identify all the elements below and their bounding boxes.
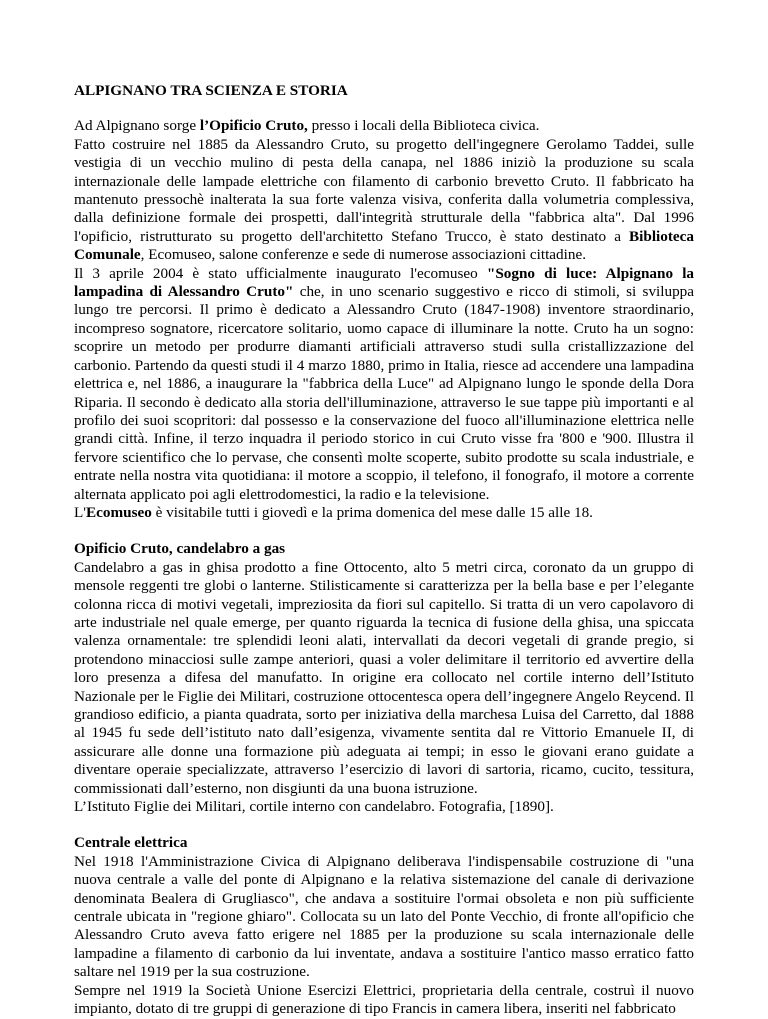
section-centrale — [74, 834, 694, 1018]
text-run: Ad Alpignano sorge — [74, 117, 200, 135]
section-paragraph: Sempre nel 1919 la Società Unione Esercizi Elettrici, proprietaria della centrale, costruì il nuovo impianto, dotato di tre gruppi di generazione di tipo Francis in camera libera, inseriti nel fabbricato — [74, 981, 694, 1018]
bold-text: Biblioteca Comunale — [74, 227, 694, 264]
bold-text: l’Opificio Cruto, — [199, 117, 308, 135]
text-run: è visitabile tutti i giovedì e la prima domenica del mese dalle 15 alle 18. — [151, 503, 593, 521]
section-paragraph: Candelabro a gas in ghisa prodotto a fine Ottocento, alto 5 metri circa, coronato da un gruppo di mensole reggenti tre globi o lanterne. Stilisticamente si caratterizza per la bella base e per l’elegante colonna ricca di motivi vegetali, impreziosita da fiori sul capitello. Si tratta di un vero capolavoro di arte industriale nel quale emerge, per quanto riguarda la tecnica di fusione della ghisa, una spiccata valenza ornamentale: tre splendidi leoni alati, intervallati da decori vegetali di grande pregio, si protendono minacciosi sulle zampe anteriori, quasi a voler delimitare il territorio ed avvertire della loro presenza a difesa del manufatto. In origine era collocato nel cortile interno dell’Istituto Nazionale per le Figlie dei Militari, costruzione ottocentesca opera dell’ingegnere Angelo Reycend. Il grandioso edificio, a pianta quadrata, sorto per iniziativa della marchesa Luisa del Carretto, dal 1888 al 1945 fu sede dell’istituto nato dall’esigenza, vivamente sentita dal re Vittorio Emanuele II, di assicurare alle donne una formazione più adeguata ai tempi; in esso le giovani erano guidate a diventare operaie specializzate, attraverso l’esercizio di lavori di sartoria, ricamo, cucito, tessitura, commissionati dall’esterno, non disgiunti da una buona istruzione. — [74, 558, 694, 797]
document-body — [74, 82, 694, 1019]
section-heading: Centrale elettrica — [74, 834, 188, 852]
section-heading: Opificio Cruto, candelabro a gas — [74, 540, 286, 558]
opificio-paragraph — [74, 136, 694, 265]
page-title: ALPIGNANO TRA SCIENZA E STORIA — [74, 82, 348, 99]
bold-text: "Sogno di luce: Alpignano la lampadina di Alessandro Cruto" — [74, 264, 695, 301]
text-run: presso i locali della Biblioteca civica. — [307, 117, 540, 135]
text-run: Fatto costruire nel 1885 da Alessandro Cruto, su progetto dell'ingegnere Gerolamo Taddei, sulle vestigia di un vecchio mulino di pesta della canapa, nel 1886 iniziò la produzione su scala internazionale delle lampade elettriche con filamento di carbonio brevetto Cruto. Il fabbricato ha mantenuto pressochè inalterata la sua forte valenza visiva, conferita dalla volumetria complessiva, dalla definizione formale dei prospetti, dall'integrità strutturale della "fabbrica alta". Dal 1996 l'opificio, ristrutturato su progetto dell'architetto Stefano Trucco, è stato destinato a — [74, 135, 694, 245]
text-run: Il 3 aprile 2004 è stato ufficialmente inaugurato l'ecomuseo — [74, 264, 487, 282]
text-run: L' — [74, 503, 87, 521]
section-paragraph: Nel 1918 l'Amministrazione Civica di Alpignano deliberava l'indispensabile costruzione di "una nuova centrale a valle del ponte di Alpignano e la relativa sistemazione del canale di derivazione denominata Bealera di Grugliasco", che andava a sostituire l'ormai obsoleta e non più sufficiente centrale ubicata in "regione ghiaro". Collocata su un lato del Ponte Vecchio, di fronte all'opificio che Alessandro Cruto aveva fatto erigere nel 1885 per la produzione su scala internazionale delle lampadine a filamento di carbonio da lui inventate, andava a sostituire l'antico masso erratico fatto saltare nel 1919 per la sua costruzione. — [74, 852, 694, 981]
intro-paragraph — [74, 117, 694, 135]
bold-text: Ecomuseo — [86, 503, 152, 521]
text-run: che, in uno scenario suggestivo e ricco di stimoli, si sviluppa lungo tre percorsi. Il primo è dedicato a Alessandro Cruto (1847-1908) inventore straordinario, incompreso sognatore, ricercatore solitario, uomo capace di illuminare la notte. Cruto ha un sogno: scoprire un metodo per produrre diamanti artificiali attraverso studi sulla cristallizzazione del carbonio. Partendo da questi studi il 4 marzo 1880, primo in Italia, riesce ad accendere una lampadina elettrica e, nel 1886, a inaugurare la "fabbrica della Luce" ad Alpignano lungo le sponde della Dora Riparia. Il secondo è dedicato alla storia dell'illuminazione, attraverso le sue tappe più importanti e al profilo dei suoi scopritori: dal possesso e la conservazione del fuoco all'illuminazione elettrica nelle grandi città. Infine, il terzo inquadra il periodo storico in cui Cruto visse fra '800 e '900. Illustra il fervore scientifico che lo pervase, che consentì molte scoperte, subito prodotte su scala industriale, e entrate nella nostra vita quotidiana: il motore a scoppio, il telefono, il fonografo, il motore a corrente alternata applicato poi agli elettrodomestici, la radio e la televisione. — [74, 283, 695, 503]
text-run: , Ecomuseo, salone conferenze e sede di numerose associazioni cittadine. — [140, 246, 586, 264]
visiting-hours-paragraph — [74, 504, 694, 522]
section-candelabro — [74, 540, 694, 816]
ecomuseo-paragraph — [74, 265, 694, 504]
photo-caption: L’Istituto Figlie dei Militari, cortile interno con candelabro. Fotografia, [1890]. — [74, 798, 554, 816]
